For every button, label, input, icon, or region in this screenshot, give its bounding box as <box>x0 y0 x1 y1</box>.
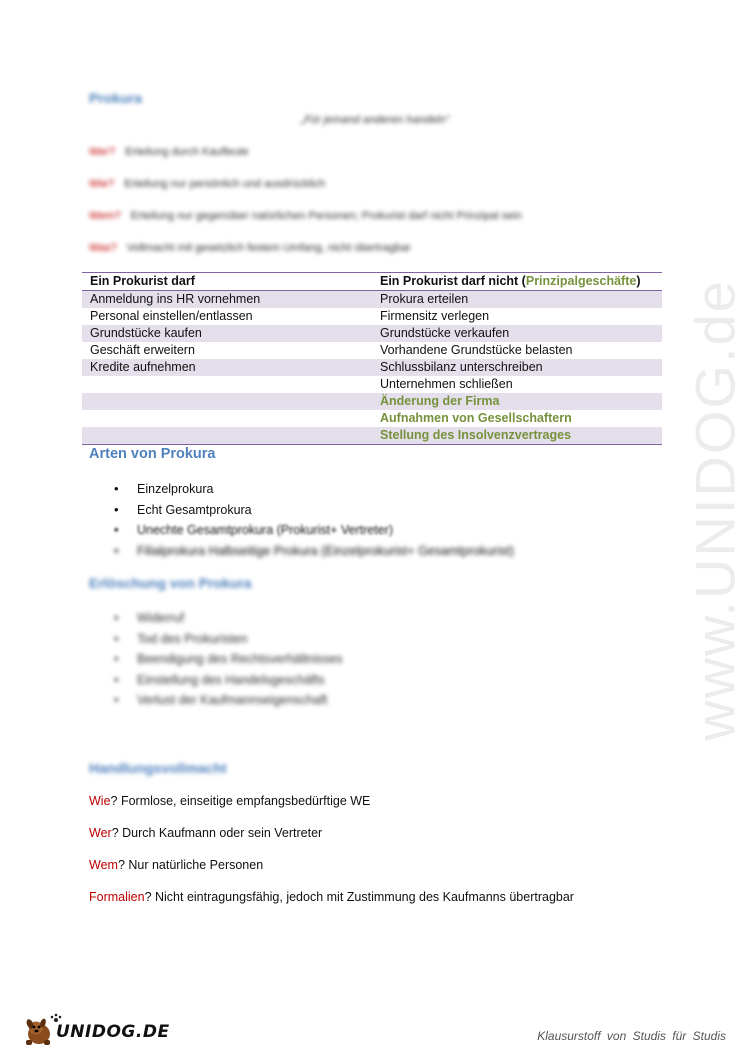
prokura-line-wem <box>89 210 522 222</box>
line-label: Wie? <box>89 178 115 190</box>
prokura-line-wer <box>89 146 249 158</box>
list-item: • Widerruf <box>110 608 343 629</box>
cell-not-allowed: Änderung der Firma <box>372 393 662 410</box>
line-text: Erteilung nur gegenüber natürlichen Personen; Prokurist darf nicht Prinzipal sein <box>130 210 522 222</box>
footer-tagline: Klausurstoff von Studis für Studis <box>537 1029 726 1043</box>
cell-not-allowed: Prokura erteilen <box>372 291 662 309</box>
line-text: ? Nur natürliche Personen <box>117 858 264 872</box>
line-text: Erteilung durch Kaufleute <box>125 146 249 158</box>
prokurist-rights-table <box>82 272 662 445</box>
handlung-line-wer <box>89 826 322 840</box>
list-item: • Unechte Gesamtprokura (Prokurist+ Vertreter) <box>110 520 514 541</box>
watermark: www.UNIDOG.de <box>683 279 747 741</box>
header-cell-left: Ein Prokurist darf <box>82 273 372 291</box>
line-text: Vollmacht mit gesetzlich festem Umfang, nicht übertragbar <box>126 242 412 254</box>
table-row <box>82 359 662 376</box>
header-right-green: Prinzipalgeschäfte <box>525 274 637 288</box>
line-label: Wer? <box>89 146 116 158</box>
line-label: Wer <box>89 826 112 840</box>
table-row <box>82 427 662 445</box>
section-title-erloeschung: Erlöschung von Prokura <box>89 575 252 591</box>
handlung-line-formalien <box>89 890 574 904</box>
cell-allowed <box>82 376 372 393</box>
cell-allowed: Kredite aufnehmen <box>82 359 372 376</box>
handlung-line-wie <box>89 794 370 808</box>
cell-allowed: Anmeldung ins HR vornehmen <box>82 291 372 309</box>
quote: „Für jemand anderen handeln" <box>300 114 450 126</box>
header-right-prefix: Ein Prokurist darf nicht ( <box>380 274 526 288</box>
cell-not-allowed: Stellung des Insolvenzvertrages <box>372 427 662 445</box>
cell-allowed: Geschäft erweitern <box>90 343 195 357</box>
cell-not-allowed: Vorhandene Grundstücke belasten <box>380 343 573 357</box>
cell-allowed <box>82 427 372 445</box>
list-item: • Echt Gesamtprokura <box>110 500 514 521</box>
line-label: Formalien <box>89 890 145 904</box>
list-item: • Tod des Prokuristen <box>110 629 343 650</box>
table-header-row <box>82 273 662 291</box>
line-text: ? Nicht eintragungsfähig, jedoch mit Zustimmung des Kaufmanns übertragbar <box>144 890 574 904</box>
table-row <box>82 410 662 427</box>
cell-allowed <box>82 393 372 410</box>
list-item: • Filialprokura Halbseitige Prokura (Einzelprokurist+ Gesamtprokurist) <box>110 541 514 562</box>
table-row <box>82 291 662 309</box>
table-row <box>82 342 662 359</box>
line-text: ? Durch Kaufmann oder sein Vertreter <box>111 826 323 840</box>
list-item: • Verlust der Kaufmannseigenschaft <box>110 690 343 711</box>
header-cell-right <box>372 273 662 291</box>
arten-list <box>110 479 514 561</box>
section-title-handlungsvollmacht: Handlungsvollmacht <box>89 760 227 776</box>
line-label: Wie <box>89 794 111 808</box>
table-row <box>82 376 662 393</box>
cell-allowed: Personal einstellen/entlassen <box>90 309 253 323</box>
list-item: • Einzelprokura <box>110 479 514 500</box>
logo-text[interactable]: UNIDOG.DE <box>56 1022 170 1042</box>
line-text: ? Formlose, einseitige empfangsbedürftige WE <box>110 794 371 808</box>
cell-not-allowed: Schlussbilanz unterschreiben <box>372 359 662 376</box>
line-text: Erteilung nur persönlich und ausdrücklich <box>124 178 326 190</box>
table-row <box>82 325 662 342</box>
line-label: Was? <box>89 242 117 254</box>
cell-not-allowed: Grundstücke verkaufen <box>372 325 662 342</box>
cell-not-allowed: Unternehmen schließen <box>380 377 513 391</box>
cell-not-allowed: Firmensitz verlegen <box>380 309 490 323</box>
table-row <box>82 308 662 325</box>
section-title-arten: Arten von Prokura <box>89 446 216 462</box>
cell-allowed: Grundstücke kaufen <box>82 325 372 342</box>
prokura-line-was <box>89 242 411 254</box>
cell-allowed <box>82 410 372 427</box>
table-row <box>82 393 662 410</box>
list-item: • Beendigung des Rechtsverhältnisses <box>110 649 343 670</box>
header-right-suffix: ) <box>636 274 641 288</box>
prokura-line-wie <box>89 178 325 190</box>
handlung-line-wem <box>89 858 263 872</box>
section-title-prokura: Prokura <box>89 90 142 106</box>
line-label: Wem <box>89 858 118 872</box>
cell-not-allowed: Aufnahmen von Gesellschaftern <box>380 411 572 425</box>
erloeschung-list <box>110 608 343 711</box>
list-item: • Einstellung des Handelsgeschäfts <box>110 670 343 691</box>
line-label: Wem? <box>89 210 121 222</box>
